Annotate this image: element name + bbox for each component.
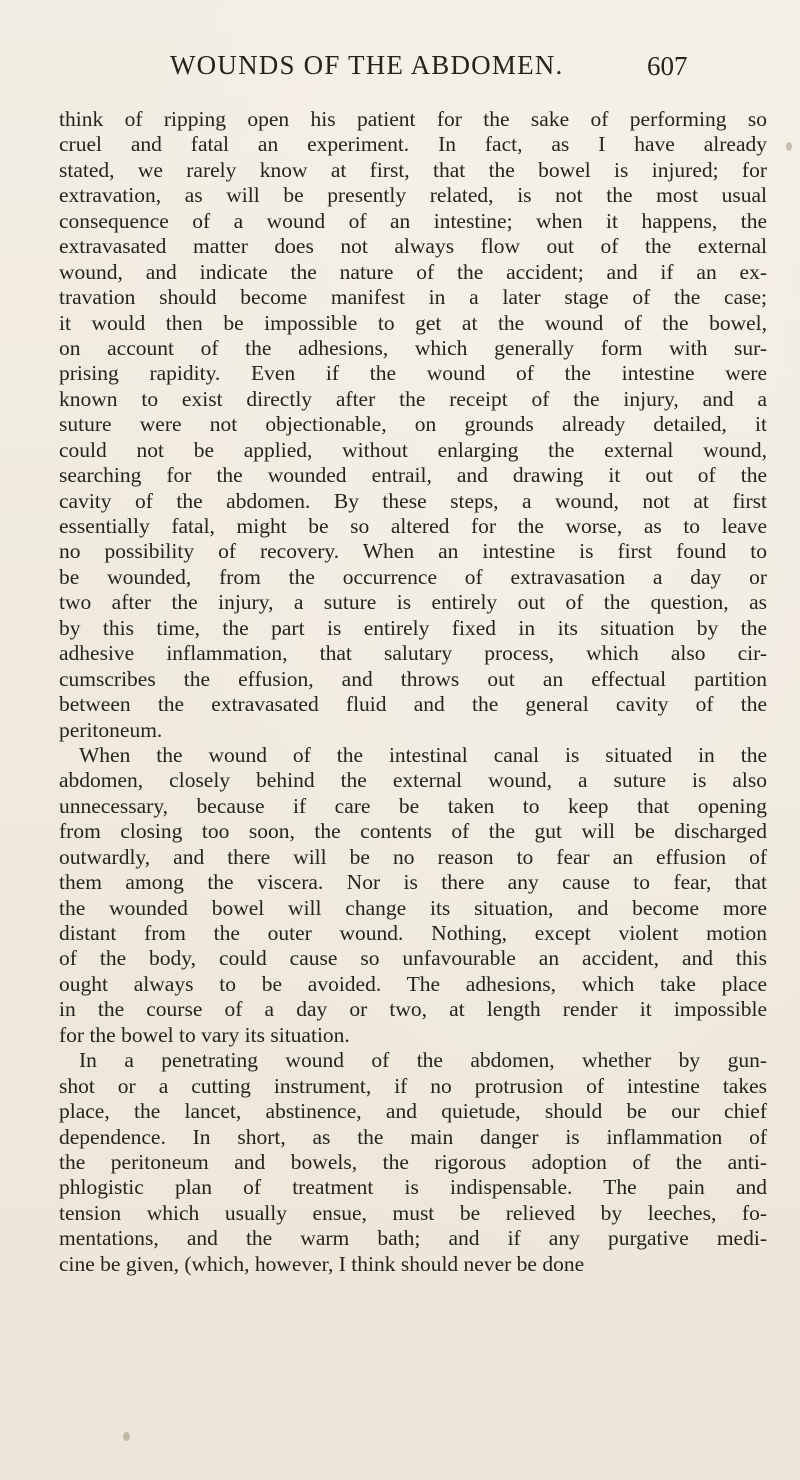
text-line: of the body, could cause so unfavourable an accident, and this [59,946,767,971]
page-header [0,50,800,90]
text-line: from closing too soon, the contents of the gut will be discharged [59,819,767,844]
text-line: in the course of a day or two, at length render it impossible [59,997,767,1022]
text-line: shot or a cutting instrument, if no protrusion of intestine takes [59,1073,767,1098]
text-line: In a penetrating wound of the abdomen, whether by gun- [79,1048,767,1073]
text-line: travation should become manifest in a later stage of the case; [59,285,767,310]
text-line: peritoneum. [59,717,163,742]
running-head: WOUNDS OF THE ABDOMEN. [170,50,564,80]
text-line: between the extravasated fluid and the general cavity of the [59,692,767,717]
text-line: cavity of the abdomen. By these steps, a wound, not at first [59,488,767,513]
text-line: ought always to be avoided. The adhesions, which take place [59,971,767,996]
text-line: consequence of a wound of an intestine; when it happens, the [59,208,767,233]
foxing-spot [786,142,792,151]
text-line: essentially fatal, might be so altered for the worse, as to leave [59,514,767,538]
text-line: tension which usually ensue, must be relieved by leeches, fo- [59,1200,767,1225]
page-number: 607 [647,51,688,81]
text-line: place, the lancet, abstinence, and quietude, should be our chief [59,1099,767,1124]
text-line: could not be applied, without enlarging the external wound, [59,437,767,462]
text-line: cumscribes the effusion, and throws out an effectual partition [59,666,767,691]
text-line: cruel and fatal an experiment. In fact, as I have already [59,132,767,157]
text-line: phlogistic plan of treatment is indispensable. The pain and [59,1175,767,1200]
text-line: dependence. In short, as the main danger is inflammation of [59,1124,767,1149]
text-line: the wounded bowel will change its situation, and become more [59,895,767,920]
text-line: searching for the wounded entrail, and drawing it out of the [59,463,767,488]
body-text [59,107,767,1277]
text-line: adhesive inflammation, that salutary process, which also cir- [59,641,767,666]
text-line: extravasated matter does not always flow out of the external [59,234,767,259]
text-line: distant from the outer wound. Nothing, except violent motion [59,921,767,945]
text-line: for the bowel to vary its situation. [59,1022,350,1047]
text-line: When the wound of the intestinal canal is situated in the [79,742,767,767]
text-line: extravation, as will be presently related, is not the most usual [59,183,767,208]
text-line: unnecessary, because if care be taken to keep that opening [59,793,767,818]
text-line: prising rapidity. Even if the wound of the intestine were [59,361,767,386]
text-line: the peritoneum and bowels, the rigorous adoption of the anti- [59,1149,767,1174]
text-line: stated, we rarely know at first, that the bowel is injured; for [59,157,767,182]
text-line: think of ripping open his patient for the sake of performing so [59,107,767,131]
text-line: by this time, the part is entirely fixed in its situation by the [59,615,767,640]
text-line: it would then be impossible to get at the wound of the bowel, [59,310,767,335]
text-line: known to exist directly after the receipt of the injury, and a [59,386,767,411]
text-line: be wounded, from the occurrence of extravasation a day or [59,564,767,589]
text-line: them among the viscera. Nor is there any cause to fear, that [59,870,767,895]
text-line: outwardly, and there will be no reason to fear an effusion of [59,844,767,869]
text-line: no possibility of recovery. When an intestine is first found to [59,539,767,564]
text-line: wound, and indicate the nature of the accident; and if an ex- [59,259,767,284]
text-line: two after the injury, a suture is entirely out of the question, as [59,590,767,615]
text-line: on account of the adhesions, which generally form with sur- [59,335,767,360]
text-line: mentations, and the warm bath; and if any purgative medi- [59,1226,767,1251]
foxing-spot [123,1432,130,1441]
text-line: abdomen, closely behind the external wound, a suture is also [59,768,767,793]
text-line: suture were not objectionable, on grounds already detailed, it [59,412,767,437]
text-line: cine be given, (which, however, I think should never be done [59,1251,585,1276]
